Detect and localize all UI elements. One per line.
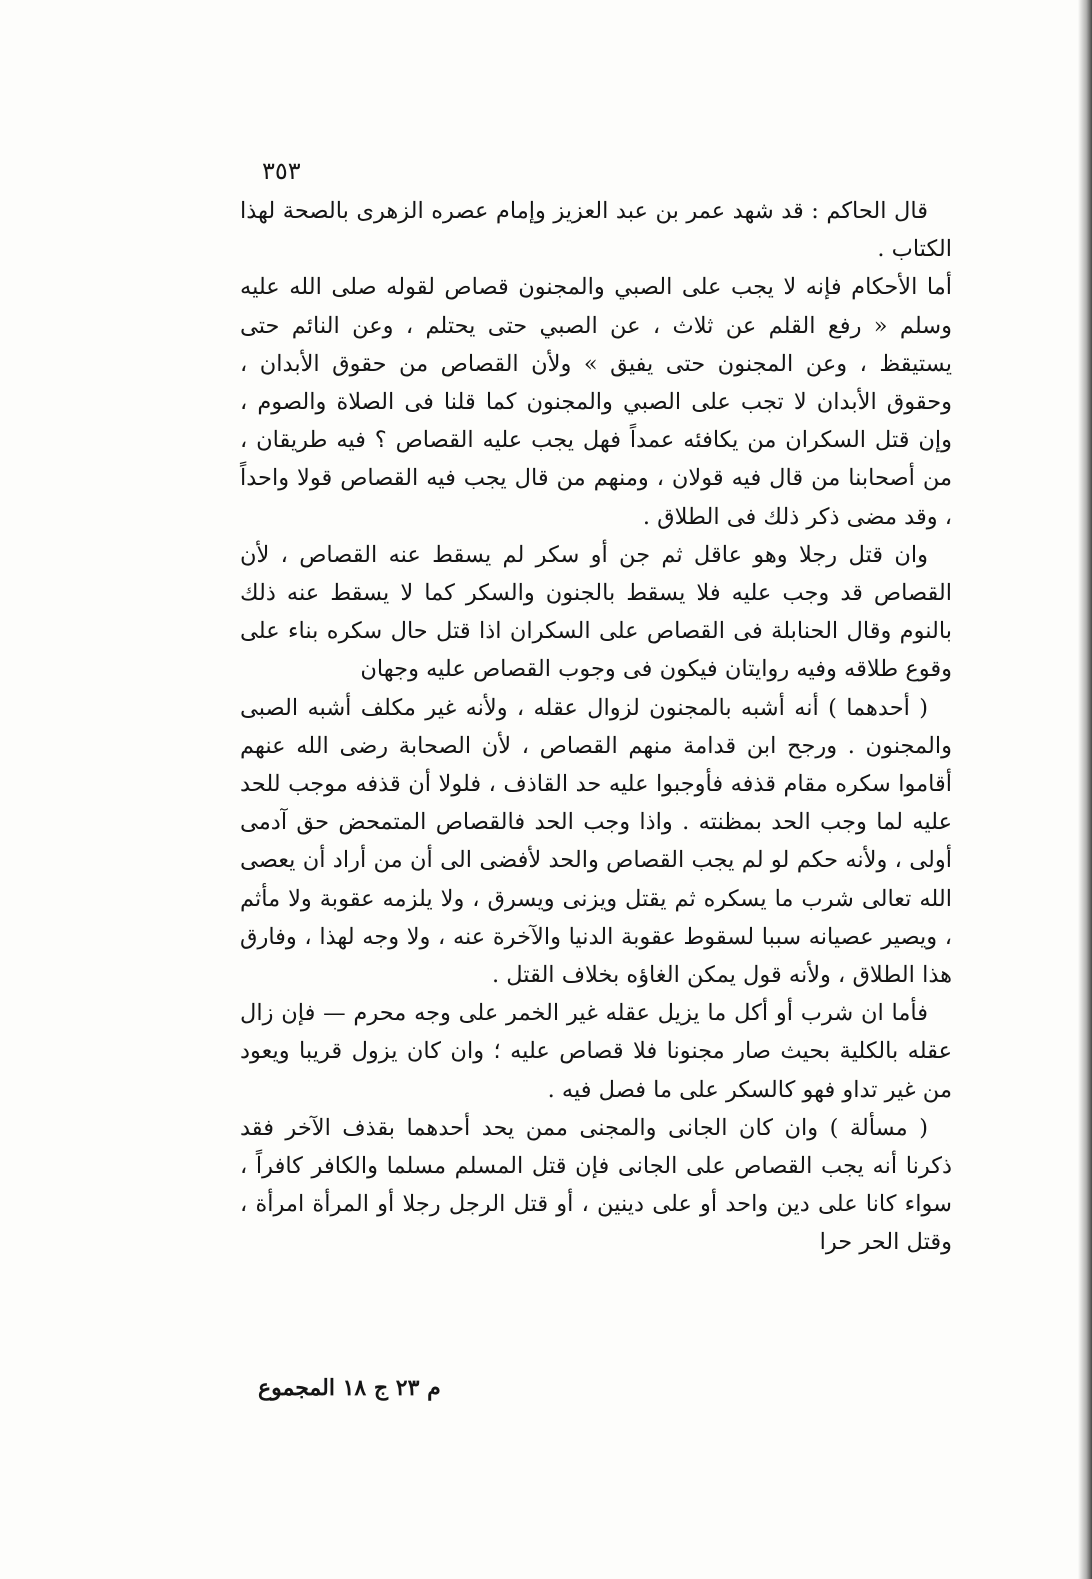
footer-signature: م ٢٣ ج ١٨ المجموع [258, 1375, 441, 1401]
body-text [240, 192, 952, 1262]
paragraph-ahkam: أما الأحكام فإنه لا يجب على الصبي والمجنون قصاص لقوله صلى الله عليه وسلم « رفع القلم عن ثلاث ، عن الصبي حتى يحتلم ، وعن النائم حتى يستيقظ ، وعن المجنون حتى يفيق » ولأن القصاص من حقوق الأبدان ، وحقوق الأبدان لا تجب على الصبي والمجنون كما قلنا فى الصلاة والصوم ، وإن قتل السكران من يكافئه عمداً فهل يجب عليه القصاص ؟ فيه طريقان ، من أصحابنا من قال فيه قولان ، ومنهم من قال يجب فيه القصاص قولا واحداً ، وقد مضى ذكر ذلك فى الطلاق . [240, 274, 952, 530]
paragraph-first-view: ( أحدهما ) أنه أشبه بالمجنون لزوال عقله ، ولأنه غير مكلف أشبه الصبى والمجنون . ورجح ابن قدامة منهم القصاص ، لأن الصحابة رضى الله عنهم أقاموا سكره مقام قذفه فأوجبوا عليه حد القاذف ، فلولا أن قذفه موجب للحد عليه لما وجب الحد بمظنته . واذا وجب الحد فالقصاص المتمحض حق آدمى أولى ، ولأنه حكم لو لم يجب القصاص والحد لأفضى الى أن من أراد أن يعصى الله تعالى شرب ما يسكره ثم يقتل ويزنى ويسرق ، ولا يلزمه عقوبة ولا مأثم ، ويصير عصيانه سببا لسقوط عقوبة الدنيا والآخرة عنه ، ولا وجه لهذا ، وفارق هذا الطلاق ، ولأنه قول يمكن الغاؤه بخلاف القتل . [240, 694, 952, 989]
page-number: ٣٥٣ [262, 157, 301, 185]
paragraph-other-intoxicants: فأما ان شرب أو أكل ما يزيل عقله غير الخمر على وجه محرم — فإن زال عقله بالكلية بحيث صار مجنونا فلا قصاص عليه ؛ وان كان يزول قريبا ويعود من غير تداو فهو كالسكر على ما فصل فيه . [240, 1000, 952, 1103]
paragraph-intro: قال الحاكم : قد شهد عمر بن عبد العزيز وإمام عصره الزهرى بالصحة لهذا الكتاب . [240, 198, 952, 263]
page-edge-shadow [1078, 0, 1092, 1579]
paragraph-masala: ( مسألة ) وان كان الجانى والمجنى ممن يحد أحدهما بقذف الآخر فقد ذكرنا أنه يجب القصاص على الجانى فإن قتل المسلم مسلما والكافر كافراً ، سواء كانا على دين واحد أو على دينين ، أو قتل الرجل رجلا أو المرأة امرأة ، وقتل الحر حرا [240, 1114, 952, 1256]
paragraph-insanity-after-killing: وان قتل رجلا وهو عاقل ثم جن أو سكر لم يسقط عنه القصاص ، لأن القصاص قد وجب عليه فلا يسقط بالجنون والسكر كما لا يسقط عنه ذلك بالنوم وقال الحنابلة فى القصاص على السكران اذا قتل حال سكره بناء على وقوع طلاقه وفيه روايتان فيكون فى وجوب القصاص عليه وجهان [240, 541, 952, 683]
